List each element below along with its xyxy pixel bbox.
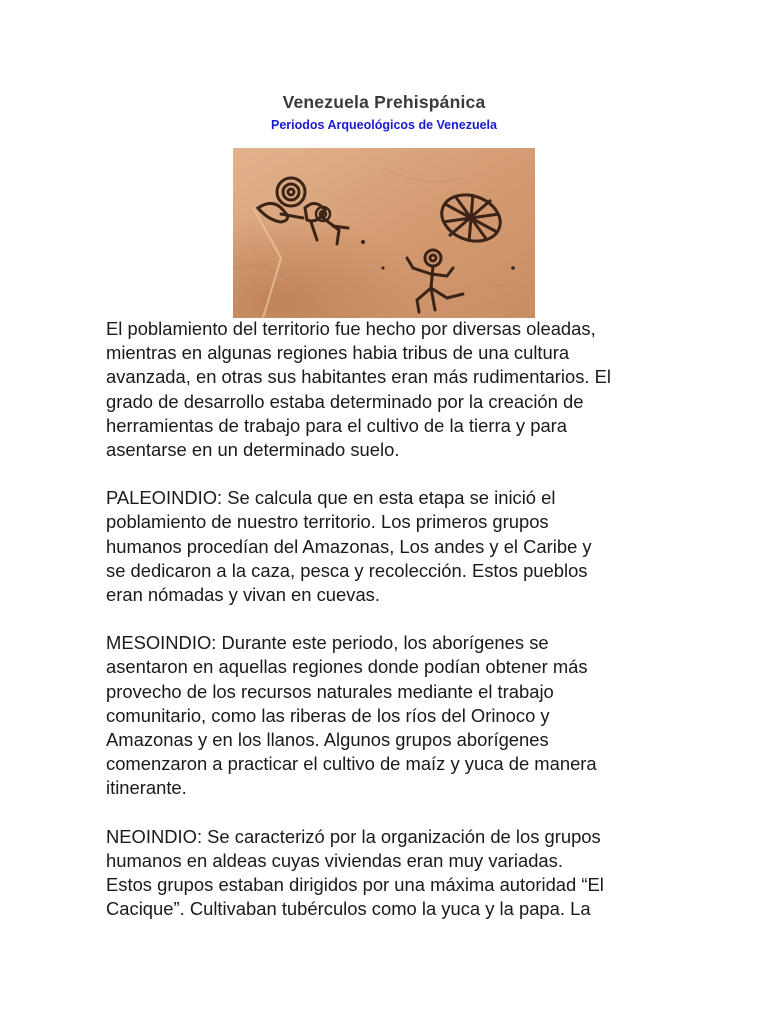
petroglyph-image <box>233 148 535 318</box>
paragraph-intro: El poblamiento del territorio fue hecho por diversas oleadas, mientras en algunas regiones habia tribus de una cultura avanzada, en otras sus habitantes eran más rudimentarios. El grado de desarrollo estaba determinado por la creación de herramientas de trabajo para el cultivo de la tierra y para asentarse en un determinado suelo. <box>106 318 611 461</box>
page-title: Venezuela Prehispánica <box>282 92 486 112</box>
body-text <box>106 317 686 945</box>
paragraph-paleoindio: PALEOINDIO: Se calcula que en esta etapa se inició el poblamiento de nuestro territorio. Los primeros grupos humanos procedían del Amazonas, Los andes y el Caribe y se dedicaron a la caza, pesca y recolección. Estos pueblos eran nómadas y vivan en cuevas. <box>106 487 592 606</box>
paragraph-mesoindio: MESOINDIO: Durante este periodo, los aborígenes se asentaron en aquellas regiones donde podían obtener más provecho de los recursos naturales mediante el trabajo comunitario, como las riberas de los ríos del Orinoco y Amazonas y en los llanos. Algunos grupos aborígenes comenzaron a practicar el cultivo de maíz y yuca de manera itinerante. <box>106 632 597 799</box>
page-subtitle: Periodos Arqueológicos de Venezuela <box>271 118 497 132</box>
paragraph-neoindio: NEOINDIO: Se caracterizó por la organización de los grupos humanos en aldeas cuyas viviendas eran muy variadas. Estos grupos estaban dirigidos por una máxima autoridad “El Cacique”. Cultivaban tubérculos como la yuca y la papa. La <box>106 825 604 920</box>
